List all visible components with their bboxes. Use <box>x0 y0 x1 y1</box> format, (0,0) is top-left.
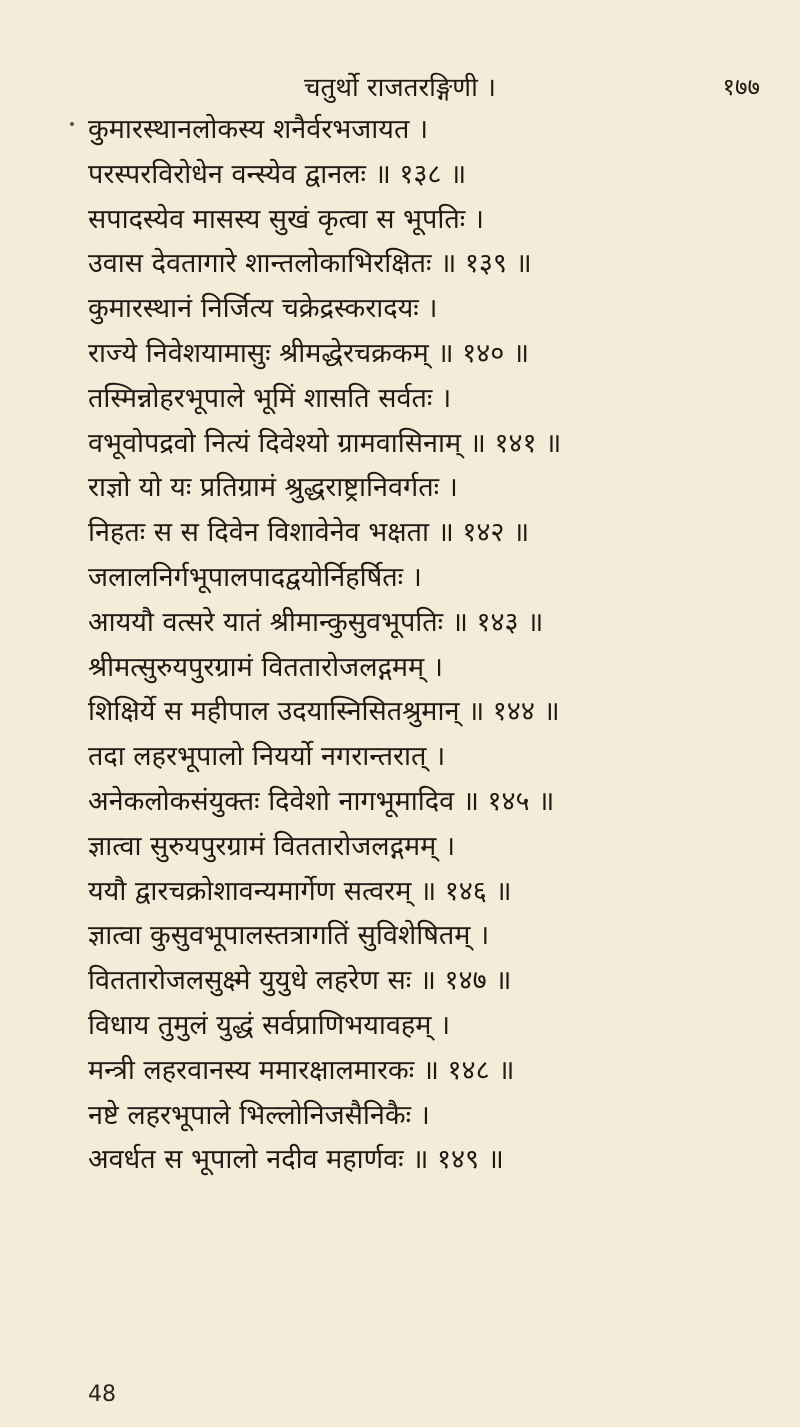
ink-speck <box>70 122 74 126</box>
verse-line: ययौ द्वारचक्रोशावन्यमार्गेण सत्वरम् ॥ १४६ ॥ <box>88 875 512 907</box>
verse-line: ज्ञात्वा सुरुयपुरग्रामं विततारोजलद्गमम् । <box>88 830 456 862</box>
verse-line: विधाय तुमुलं युद्धं सर्वप्राणिभयावहम् । <box>88 1009 451 1041</box>
page-number: १७७ <box>722 73 760 101</box>
verse-list <box>88 108 768 1183</box>
verse-line: विततारोजलसुक्ष्मे युयुधे लहरेण सः ॥ १४७ ॥ <box>88 965 512 997</box>
verse-line: वभूवोपद्रवो नित्यं दिवेश्यो ग्रामवासिनाम् ॥ १४१ ॥ <box>88 427 562 459</box>
verse <box>88 198 768 288</box>
verse-line: शिक्षिर्ये स महीपाल उदयास्निसितश्रुमान् ॥ १४४ ॥ <box>88 696 560 728</box>
verse-line: उवास देवतागारे शान्तलोकाभिरक्षितः ॥ १३९ ॥ <box>88 248 532 280</box>
verse-line: आययौ वत्सरे यातं श्रीमान्कुसुवभूपतिः ॥ १४३ ॥ <box>88 606 544 638</box>
verse-line: सपादस्येव मासस्य सुखं कृत्वा स भूपतिः । <box>88 203 485 235</box>
verse-line: श्रीमत्सुरुयपुरग्रामं विततारोजलद्गमम् । <box>88 651 444 683</box>
verse-line: राज्ञो यो यः प्रतिग्रामं श्रुद्धराष्ट्रानिवर्गतः । <box>88 472 458 504</box>
verse <box>88 1004 768 1094</box>
running-title: चतुर्थो राजतरङ्गिणी । <box>304 73 496 103</box>
printer-signature: 48 <box>88 1382 116 1407</box>
verse-line: ज्ञात्वा कुसुवभूपालस्तत्रागतिं सुविशेषितम् । <box>88 920 490 952</box>
verse <box>88 466 768 556</box>
verse <box>88 377 768 467</box>
verse-line: तस्मिन्नोहरभूपाले भूमिं शासति सर्वतः । <box>88 382 452 414</box>
verse-line: अनेकलोकसंयुक्तः दिवेशो नागभूमादिव ॥ १४५ ॥ <box>88 785 555 817</box>
verse-line: कुमारस्थानं निर्जित्य चक्रेद्रस्करादयः । <box>88 293 438 325</box>
verse-line: निहतः स स दिवेन विशावेनेव भक्षता ॥ १४२ ॥ <box>88 517 530 549</box>
verse-line: परस्परविरोधेन वन्स्येव द्वानलः ॥ १३८ ॥ <box>88 158 467 190</box>
page-header <box>0 62 800 102</box>
verse <box>88 825 768 915</box>
verse <box>88 108 768 198</box>
verse-line: कुमारस्थानलोकस्य शनैर्वरभजायत । <box>88 114 429 145</box>
verse <box>88 735 768 825</box>
verse <box>88 914 768 1004</box>
verse-line: जलालनिर्गभूपालपादद्वयोर्निहर्षितः । <box>88 561 422 593</box>
verse <box>88 287 768 377</box>
verse <box>88 646 768 736</box>
verse <box>88 1094 768 1184</box>
verse-line: तदा लहरभूपालो नियर्यो नगरान्तरात् । <box>88 741 446 773</box>
verse-line: मन्त्री लहरवानस्य ममारक्षालमारकः ॥ १४८ ॥ <box>88 1054 515 1086</box>
verse <box>88 556 768 646</box>
verse-line: राज्ये निवेशयामासुः श्रीमद्धेरचक्रकम् ॥ १४० ॥ <box>88 337 529 369</box>
verse-line: नष्टे लहरभूपाले भिल्लोनिजसैनिकैः । <box>88 1099 430 1131</box>
verse-line: अवर्धत स भूपालो नदीव महार्णवः ॥ १४९ ॥ <box>88 1144 504 1176</box>
